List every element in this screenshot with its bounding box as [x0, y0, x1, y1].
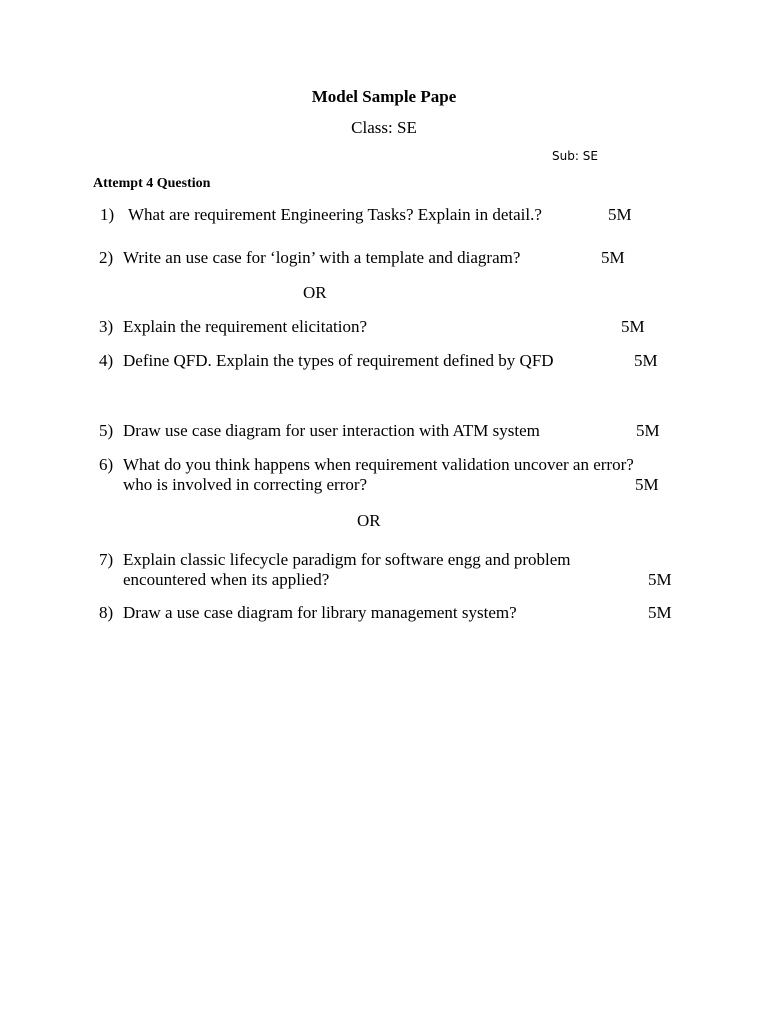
question-text: Write an use case for ‘login’ with a template and diagram?	[123, 248, 521, 267]
or-separator: OR	[303, 283, 327, 302]
question-text-line2: who is involved in correcting error?	[123, 475, 368, 494]
question-text: Draw use case diagram for user interaction with ATM system	[123, 421, 540, 440]
paper-title: Model Sample Pape	[311, 87, 457, 106]
question-text: Explain classic lifecycle paradigm for software engg and problem	[123, 550, 571, 569]
question-marks: 5M	[635, 475, 659, 494]
question-number: 7)	[99, 550, 114, 569]
instruction-text: Attempt 4 Question	[93, 176, 211, 191]
question-number: 1)	[100, 205, 115, 224]
question-marks: 5M	[601, 248, 625, 267]
question-4	[0, 351, 768, 373]
question-text: What are requirement Engineering Tasks? Explain in detail.?	[128, 205, 542, 224]
question-number: 3)	[99, 317, 114, 336]
question-text: Define QFD. Explain the types of requirement defined by QFD	[123, 351, 554, 370]
question-6	[0, 455, 768, 497]
question-marks: 5M	[608, 205, 632, 224]
question-7	[0, 550, 768, 592]
question-marks: 5M	[648, 603, 672, 622]
question-8	[0, 603, 768, 625]
question-marks: 5M	[634, 351, 658, 370]
question-text: Draw a use case diagram for library management system?	[123, 603, 517, 622]
question-number: 2)	[99, 248, 114, 267]
question-number: 5)	[99, 421, 114, 440]
question-marks: 5M	[636, 421, 660, 440]
question-number: 8)	[99, 603, 114, 622]
question-1	[0, 205, 768, 227]
question-text-line2: encountered when its applied?	[123, 570, 330, 589]
subject-label: Sub: SE	[552, 149, 598, 163]
class-label: Class: SE	[351, 118, 417, 137]
question-text: Explain the requirement elicitation?	[123, 317, 368, 336]
question-marks: 5M	[648, 570, 672, 589]
or-separator: OR	[357, 511, 381, 530]
question-2	[0, 248, 768, 270]
question-text: What do you think happens when requirement validation uncover an error?	[123, 455, 634, 474]
question-3	[0, 317, 768, 339]
question-number: 6)	[99, 455, 114, 474]
question-5	[0, 421, 768, 443]
question-marks: 5M	[621, 317, 645, 336]
question-number: 4)	[99, 351, 114, 370]
